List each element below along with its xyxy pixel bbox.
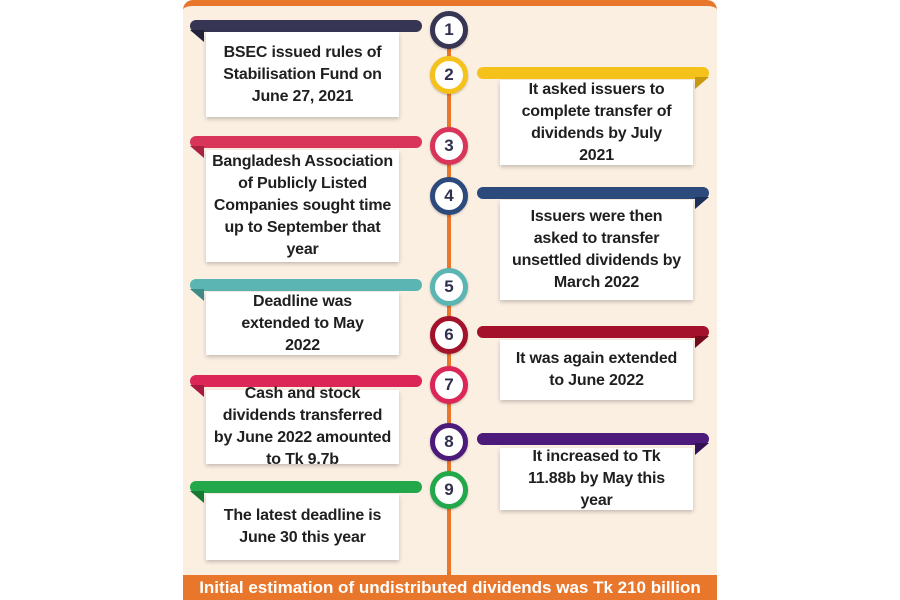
step-circle-6 [430,316,468,354]
step-card-7 [206,385,399,468]
footer-banner [183,575,717,600]
step-card-5 [206,292,399,355]
ribbon-fold-2 [695,77,709,89]
step-circle-1 [430,11,468,49]
step-text-4: Issuers were then asked to transfer unsettled dividends by March 2022 [512,208,681,291]
ribbon-fold-5 [190,289,204,301]
step-text-9: The latest deadline is June 30 this year [223,507,382,546]
step-card-2 [500,80,693,165]
ribbon-6 [477,326,709,338]
step-card-6 [500,340,693,400]
step-number-7: 7 [444,375,454,394]
step-text-1: BSEC issued rules of Stabilisation Fund on June 27, 2021 [223,43,382,105]
step-card-9 [206,494,399,560]
ribbon-4 [477,187,709,199]
step-number-2: 2 [444,65,454,84]
step-number-4: 4 [444,186,454,205]
step-text-2: It asked issuers to complete transfer of dividends by July 2021 [521,80,672,164]
step-number-1: 1 [444,20,454,39]
step-text-5: Deadline was extended to May 2022 [241,292,364,354]
step-card-1 [206,32,399,117]
step-card-3 [206,150,399,262]
step-number-6: 6 [444,325,454,344]
step-number-8: 8 [444,432,454,451]
ribbon-fold-3 [190,146,204,158]
ribbon-fold-1 [190,30,204,42]
step-circle-4 [430,177,468,215]
ribbon-9 [190,481,422,493]
step-circle-3 [430,127,468,165]
step-circle-5 [430,268,468,306]
ribbon-1 [190,20,422,32]
step-number-9: 9 [444,480,454,499]
ribbon-fold-6 [695,336,709,348]
step-circle-8 [430,423,468,461]
step-number-5: 5 [444,277,454,296]
step-card-4 [500,200,693,300]
ribbon-fold-7 [190,385,204,397]
ribbon-fold-9 [190,491,204,503]
step-text-6: It was again extended to June 2022 [515,350,678,389]
step-text-8: It increased to Tk 11.88b by May this year [528,448,665,509]
step-circle-7 [430,366,468,404]
step-text-3: Bangladesh Association of Publicly Listed Companies sought time up to September that year [212,153,393,258]
step-number-3: 3 [444,136,454,155]
ribbon-8 [477,433,709,445]
ribbon-fold-4 [695,197,709,209]
footer-text: Initial estimation of undistributed dividends was Tk 210 billion [199,577,701,597]
step-text-7: Cash and stock dividends transferred by June 2022 amounted to Tk 9.7b [213,385,392,468]
step-card-8 [500,448,693,510]
ribbon-2 [477,67,709,79]
ribbon-5 [190,279,422,291]
step-circle-2 [430,56,468,94]
ribbon-3 [190,136,422,148]
ribbon-fold-8 [695,443,709,455]
step-circle-9 [430,471,468,509]
